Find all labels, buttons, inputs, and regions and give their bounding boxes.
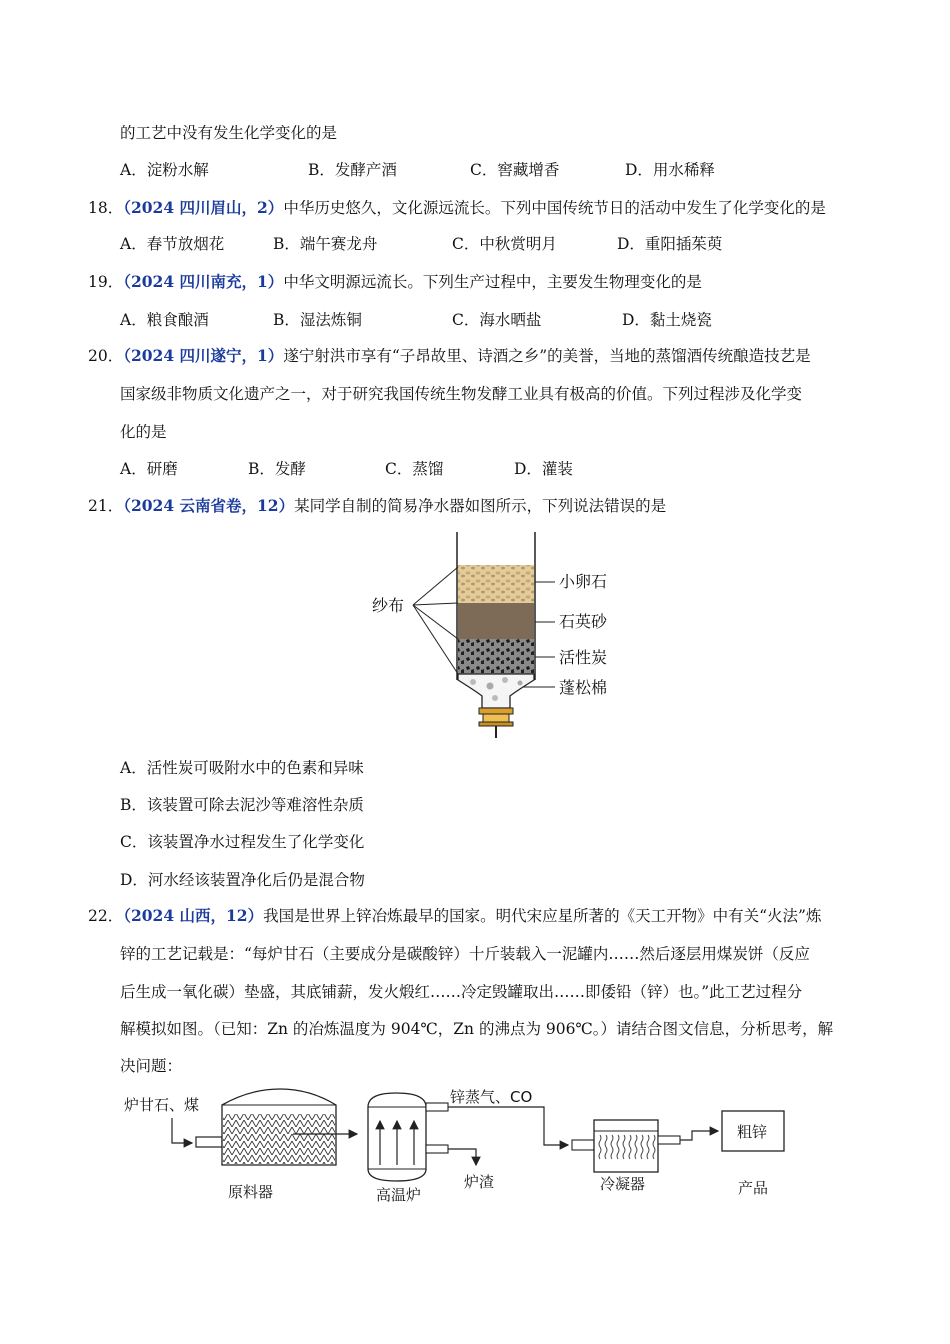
q21-option-d: D．河水经该装置净化后仍是混合物	[120, 871, 365, 889]
q20-stem-line3: 化的是	[120, 423, 167, 441]
question-source: （2024 山西，12）	[123, 906, 264, 925]
q18-option-b: B．端午赛龙舟	[273, 235, 378, 253]
q22-stem-line5: 决问题：	[120, 1057, 183, 1075]
question-text: 中华文明源远流长。下列生产过程中，主要发生物理变化的是	[283, 273, 702, 291]
question-text: 中华历史悠久，文化源远流长。下列中国传统节日的活动中发生了化学变化的是	[283, 199, 826, 217]
vapor-label: 锌蒸气、CO	[450, 1088, 533, 1106]
q20-option-d: D．灌装	[514, 460, 573, 478]
water-purifier-figure	[365, 530, 625, 745]
q22-stem-line2: 锌的工艺记载是：“每炉甘石（主要成分是碳酸锌）十斤装载入一泥罐内……然后逐层用煤炭饼（反应	[120, 945, 810, 963]
feed-label: 炉甘石、煤	[124, 1096, 200, 1114]
activated-carbon-layer	[458, 639, 534, 674]
slag-label: 炉渣	[464, 1173, 495, 1191]
question-number: 20．	[88, 347, 124, 365]
zinc-process-figure	[120, 1085, 800, 1210]
condenser	[594, 1120, 658, 1172]
question-number: 19．	[88, 273, 124, 291]
pebble-label: 小卵石	[559, 572, 608, 591]
q19-option-c: C．海水晒盐	[452, 311, 542, 329]
question-text: 某同学自制的简易净水器如图所示，下列说法错误的是	[294, 497, 667, 515]
question-number: 22．	[88, 907, 124, 925]
q20-stem-line2: 国家级非物质文化遗产之一，对于研究我国传统生物发酵工业具有极高的价值。下列过程涉及化学变	[120, 385, 803, 403]
q19-option-d: D．黏土烧瓷	[622, 311, 712, 329]
condenser-label: 冷凝器	[600, 1175, 646, 1193]
question-text: 遂宁射洪市享有“子昂故里、诗酒之乡”的美誉，当地的蒸馏酒传统酿造技艺是	[283, 347, 811, 365]
activated-carbon-label: 活性炭	[559, 648, 608, 667]
q18-option-d: D．重阳插茱萸	[617, 235, 723, 253]
quartz-sand-label: 石英砂	[559, 612, 608, 631]
quartz-sand-layer	[458, 603, 534, 639]
question-source: （2024 四川遂宁，1）	[123, 346, 284, 365]
question-source: （2024 云南省卷，12）	[123, 496, 295, 515]
q21-option-a: A．活性炭可吸附水中的色素和异味	[120, 759, 364, 777]
q21-option-b: B．该装置可除去泥沙等难溶性杂质	[120, 796, 364, 814]
q19-option-b: B．湿法炼铜	[273, 311, 362, 329]
cotton-label: 蓬松棉	[559, 678, 608, 697]
q17-option-b: B．发酵产酒	[308, 161, 397, 179]
q22-stem-line4: 解模拟如图。（已知：Zn 的冶炼温度为 904℃，Zn 的沸点为 906℃。）请结合图文信息，分析思考，解	[120, 1020, 834, 1038]
question-source: （2024 四川眉山，2）	[123, 198, 284, 217]
crude-zinc-label: 粗锌	[737, 1123, 768, 1141]
q17-option-d: D．用水稀释	[625, 161, 715, 179]
furnace-label: 高温炉	[376, 1186, 422, 1204]
pebble-layer	[458, 565, 534, 603]
q21-option-c: C．该装置净水过程发生了化学变化	[120, 833, 365, 851]
question-number: 21．	[88, 497, 124, 515]
q19-option-a: A．粮食酿酒	[120, 311, 209, 329]
q20-stem-line1	[88, 346, 811, 366]
q18-stem	[88, 198, 826, 218]
q18-option-a: A．春节放烟花	[120, 235, 225, 253]
q22-stem-line3: 后生成一氧化碳）垫盛，其底铺薪，发火煅红……冷定毁罐取出……即倭铅（锌）也。”此工艺过程分	[120, 983, 803, 1001]
cotton-layer	[458, 674, 534, 708]
q22-stem-line1	[88, 906, 821, 926]
q19-stem	[88, 272, 702, 292]
product-label: 产品	[738, 1179, 769, 1197]
q20-option-b: B．发酵	[248, 460, 306, 478]
q18-option-c: C．中秋赏明月	[452, 235, 557, 253]
q21-stem	[88, 496, 666, 516]
gauze-label: 纱布	[372, 596, 405, 615]
q20-option-c: C．蒸馏	[385, 460, 444, 478]
q17-option-c: C．窖藏增香	[470, 161, 560, 179]
q20-option-a: A．研磨	[120, 460, 178, 478]
q17-option-a: A．淀粉水解	[120, 161, 209, 179]
raw-vessel-label: 原料器	[228, 1183, 274, 1201]
question-source: （2024 四川南充，1）	[123, 272, 284, 291]
q17-stem-tail: 的工艺中没有发生化学变化的是	[120, 124, 338, 142]
question-text: 我国是世界上锌冶炼最早的国家。明代宋应星所著的《天工开物》中有关“火法”炼	[263, 907, 822, 925]
question-number: 18．	[88, 199, 124, 217]
